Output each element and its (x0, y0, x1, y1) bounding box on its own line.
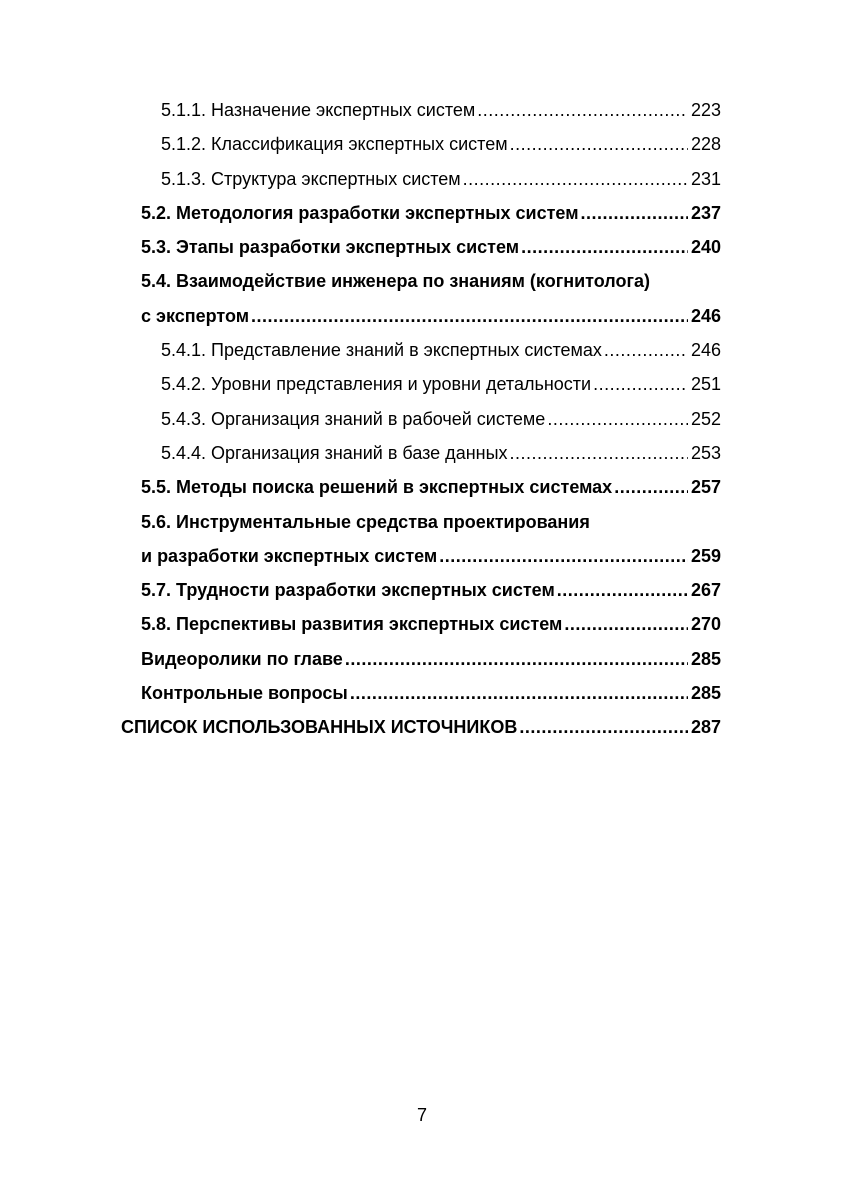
toc-entry-title-line2: и разработки экспертных систем (141, 545, 438, 566)
toc-entry-title: 5.4.1. Представление знаний в экспертных системах (161, 340, 602, 361)
dot-leader (519, 710, 688, 744)
toc-entry-page: 285 (690, 648, 721, 669)
toc-entry[interactable] (0, 93, 844, 127)
dot-leader (604, 333, 688, 367)
toc-entry-title: 5.7. Трудности разработки экспертных систем (141, 580, 555, 601)
toc-entry-page: 251 (690, 374, 721, 395)
toc-entry-title: Контрольные вопросы (141, 683, 348, 704)
toc-entry-page: 267 (690, 580, 721, 601)
toc-entry-page: 231 (690, 168, 721, 189)
dot-leader (439, 539, 688, 573)
toc-entry[interactable] (0, 676, 844, 710)
toc-entry-title: 5.4.4. Организация знаний в базе данных (161, 442, 508, 463)
toc-entry-title: 5.5. Методы поиска решений в экспертных системах (141, 477, 613, 498)
toc-entry[interactable] (0, 710, 844, 744)
toc-entry-page: 246 (690, 305, 721, 326)
dot-leader (547, 402, 688, 436)
toc-entry[interactable] (0, 333, 844, 367)
table-of-contents (0, 93, 844, 745)
toc-entry-page: 237 (690, 202, 721, 223)
toc-entry-title: 5.2. Методология разработки экспертных систем (141, 202, 579, 223)
dot-leader (593, 367, 688, 401)
toc-entry-page: 240 (690, 237, 721, 258)
dot-leader (463, 162, 688, 196)
toc-entry[interactable] (0, 367, 844, 401)
dot-leader (614, 470, 688, 504)
toc-entry-page: 252 (690, 408, 721, 429)
toc-entry[interactable] (0, 230, 844, 264)
toc-entry-page: 285 (690, 683, 721, 704)
dot-leader (477, 93, 688, 127)
toc-entry[interactable] (0, 196, 844, 230)
toc-entry[interactable] (0, 642, 844, 676)
dot-leader (557, 573, 688, 607)
toc-entry[interactable] (0, 127, 844, 161)
toc-entry-title: СПИСОК ИСПОЛЬЗОВАННЫХ ИСТОЧНИКОВ (121, 717, 518, 738)
toc-entry-title: 5.3. Этапы разработки экспертных систем (141, 237, 520, 258)
dot-leader (350, 676, 688, 710)
toc-entry-title: 5.8. Перспективы развития экспертных систем (141, 614, 563, 635)
toc-entry-page: 270 (690, 614, 721, 635)
toc-entry-page: 228 (690, 134, 721, 155)
dot-leader (521, 230, 688, 264)
toc-entry-title-line2: с экспертом (141, 305, 250, 326)
toc-entry[interactable] (0, 402, 844, 436)
toc-entry-title: Видеоролики по главе (141, 648, 343, 669)
dot-leader (564, 607, 688, 641)
toc-entry-page: 287 (690, 717, 721, 738)
toc-entry-continued-title[interactable] (0, 264, 844, 298)
toc-entry-page: 259 (690, 545, 721, 566)
toc-entry[interactable] (0, 607, 844, 641)
toc-entry-page: 257 (690, 477, 721, 498)
dot-leader (345, 642, 688, 676)
dot-leader (510, 127, 688, 161)
toc-entry-title: 5.4.3. Организация знаний в рабочей системе (161, 408, 546, 429)
toc-entry-title: 5.4.2. Уровни представления и уровни детальности (161, 374, 592, 395)
toc-entry[interactable] (0, 436, 844, 470)
toc-entry-title: 5.1.1. Назначение экспертных систем (161, 100, 476, 120)
toc-entry[interactable] (0, 470, 844, 504)
toc-entry[interactable] (0, 162, 844, 196)
toc-entry-title: 5.1.2. Классификация экспертных систем (161, 134, 508, 155)
toc-entry-title-line1: 5.6. Инструментальные средства проектирования (141, 511, 590, 532)
toc-entry[interactable] (0, 539, 844, 573)
toc-entry-title-line1: 5.4. Взаимодействие инженера по знаниям (когнитолога) (141, 271, 650, 292)
dot-leader (251, 299, 688, 333)
page-number: 7 (416, 1105, 427, 1125)
dot-leader (510, 436, 688, 470)
toc-entry-title: 5.1.3. Структура экспертных систем (161, 168, 461, 189)
toc-entry[interactable] (0, 573, 844, 607)
dot-leader (581, 196, 688, 230)
toc-entry-page: 253 (690, 442, 721, 463)
toc-entry-page: 246 (690, 340, 721, 361)
toc-entry[interactable] (0, 299, 844, 333)
toc-entry-page: 223 (690, 100, 721, 120)
toc-entry-continued-title[interactable] (0, 505, 844, 539)
